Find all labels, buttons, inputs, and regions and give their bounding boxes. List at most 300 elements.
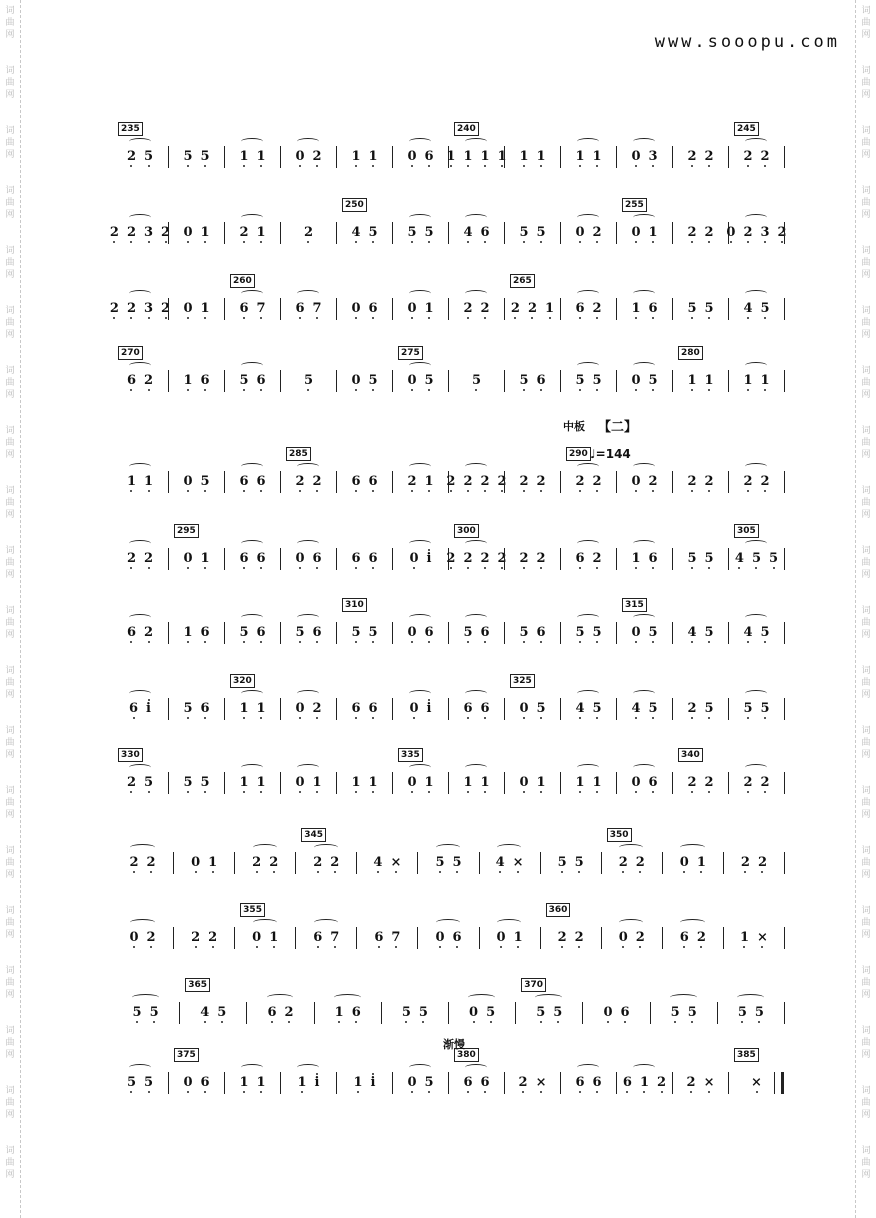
slur [745,290,767,297]
note: 6 [239,301,249,316]
barline [784,370,786,392]
slur [409,463,431,470]
note: 1 [208,855,218,870]
measure [601,927,662,949]
slur [577,1064,599,1071]
note: 0 [295,551,305,566]
measure-number: 275 [398,346,423,360]
measure [448,698,504,720]
watermark-char: 曲 [861,978,871,988]
score-system [112,443,784,503]
barline [784,772,786,794]
slur [409,1064,431,1071]
slur [129,138,151,145]
measure-number: 285 [286,447,311,461]
slur [465,138,487,145]
note: 1 [256,225,266,240]
note: 5 [592,701,602,716]
measure [234,852,295,874]
slur [130,844,154,851]
watermark-char: 词 [861,486,871,496]
note: 1 [368,775,378,790]
note: 1 [334,1005,344,1020]
watermark-char: 词 [5,1086,15,1096]
note: 6 [368,551,378,566]
note: 6 [480,225,490,240]
note: 5 [737,1005,747,1020]
slur [577,764,599,771]
note: 6 [536,625,546,640]
watermark-char: 曲 [5,438,15,448]
note: 5 [435,855,445,870]
note: 2 [144,373,154,388]
note: 5 [418,1005,428,1020]
watermark-char: 词 [5,126,15,136]
measure [168,548,224,570]
note: 3 [144,301,154,316]
measure-number: 250 [342,198,367,212]
slur [633,690,655,697]
note: 6 [351,701,361,716]
note: 1 [743,373,753,388]
barline [784,548,786,570]
note: 2 [312,149,322,164]
note: 2 [743,225,753,240]
measure [336,1072,392,1094]
score-system [112,744,784,804]
slur [633,362,655,369]
note: 1 [297,1075,307,1090]
slur [129,463,151,470]
watermark-char: 网 [5,630,15,640]
slur [465,614,487,621]
measure [504,222,560,244]
note: 1 [760,373,770,388]
slur [129,362,151,369]
note: 6 [295,301,305,316]
measure [728,622,784,644]
note: 4 [495,855,505,870]
watermark-char: 曲 [861,1098,871,1108]
note: i [146,701,151,716]
note: 6 [200,701,210,716]
note: 5 [149,1005,159,1020]
slur [633,540,655,547]
measure [728,298,784,320]
measure-number: 270 [118,346,143,360]
measure [560,298,616,320]
slur [745,214,767,221]
note: 0 [407,1075,417,1090]
measure [728,548,784,570]
measure [672,1072,728,1094]
note: 2 [704,775,714,790]
note: 0 [407,149,417,164]
watermark-char: 曲 [5,558,15,568]
watermark-char: 曲 [5,138,15,148]
measure [560,548,616,570]
measure [392,772,448,794]
note: 1 [256,701,266,716]
watermark-char: 曲 [861,318,871,328]
measure [336,298,392,320]
note: 6 [575,551,585,566]
slur [253,919,277,926]
note: 5 [351,625,361,640]
slur [633,1064,655,1071]
measure [112,927,173,949]
measure [616,146,672,168]
measure [224,622,280,644]
watermark-char: 网 [861,990,871,1000]
note: 0 [183,474,193,489]
measure [112,852,173,874]
note: 0 [183,551,193,566]
measure-number: 340 [678,748,703,762]
note: 6 [424,149,434,164]
note: 5 [536,1005,546,1020]
note: 5 [687,301,697,316]
note: 6 [267,1005,277,1020]
measure [336,471,392,493]
note: 6 [239,551,249,566]
watermark-char: 网 [5,930,15,940]
note: 5 [183,149,193,164]
note: 1 [696,855,706,870]
measure [112,772,168,794]
measure [672,698,728,720]
slur [465,764,487,771]
measure [173,852,234,874]
score-system [112,342,784,402]
measure-number: 385 [734,1048,759,1062]
note: 5 [704,301,714,316]
watermark-char: 曲 [861,558,871,568]
note: 7 [312,301,322,316]
measure [336,222,392,244]
measure-number: 280 [678,346,703,360]
watermark-char: 曲 [861,198,871,208]
measure [448,622,504,644]
measure [173,927,234,949]
note: 2 [126,225,136,240]
note: 2 [777,225,787,240]
measure [560,370,616,392]
watermark-char: 词 [5,966,15,976]
note: 2 [463,301,473,316]
measure [723,927,784,949]
watermark-char: 曲 [861,138,871,148]
note: 2 [312,474,322,489]
slur [619,844,643,851]
measure [179,1002,246,1024]
slur [132,994,159,1001]
section-mark: 【二】 [598,420,638,435]
measure [112,622,168,644]
watermark-char: 词 [5,546,15,556]
slur [737,994,764,1001]
slur [577,290,599,297]
measure [448,1072,504,1094]
watermark-char: 曲 [5,18,15,28]
slur [465,690,487,697]
watermark-char: 曲 [861,78,871,88]
note: 0 [631,149,641,164]
measure [672,370,728,392]
watermark-char: 网 [5,810,15,820]
note: 6 [452,930,462,945]
slur [745,463,767,470]
measure [224,1072,280,1094]
watermark-char: 网 [861,630,871,640]
note: 2 [519,474,529,489]
note: 2 [126,149,136,164]
note: 6 [620,1005,630,1020]
note: × [390,855,402,870]
note: 5 [704,551,714,566]
measure [448,298,504,320]
note: 2 [480,301,490,316]
slur [297,540,319,547]
note: 5 [368,225,378,240]
slur [129,214,151,221]
measure [728,146,784,168]
note: 6 [480,701,490,716]
measure [246,1002,313,1024]
measure [448,772,504,794]
watermark-char: 网 [5,450,15,460]
watermark-char: 曲 [5,258,15,268]
watermark-char: 词 [861,306,871,316]
note: 2 [463,551,473,566]
note: 0 [295,701,305,716]
barline [784,698,786,720]
watermark-char: 曲 [5,1158,15,1168]
note: 5 [424,1075,434,1090]
slur [633,290,655,297]
note: 1 [424,301,434,316]
measure [616,622,672,644]
note: 0 [618,930,628,945]
watermark-char: 词 [861,846,871,856]
barline [784,927,786,949]
note: 6 [463,1075,473,1090]
section-label: 中板 [563,420,585,433]
measure [504,471,560,493]
slur [314,919,338,926]
measure [224,471,280,493]
note: 5 [183,775,193,790]
slur [745,138,767,145]
measure [168,370,224,392]
score-system [112,1044,784,1104]
measure-number: 325 [510,674,535,688]
note: 5 [760,301,770,316]
note: 1 [575,775,585,790]
score-system [109,270,784,330]
note: 5 [239,625,249,640]
watermark-char: 词 [861,6,871,16]
slur [535,994,562,1001]
note: 5 [144,1075,154,1090]
slur [267,994,294,1001]
slur [129,764,151,771]
slur [297,614,319,621]
tempo-marking: ♩=144 [590,447,631,461]
slur [619,919,643,926]
note: 1 [639,1075,650,1090]
note: 1 [256,1075,266,1090]
barline [784,622,786,644]
slur [409,290,431,297]
slur [468,994,495,1001]
measure-number: 320 [230,674,255,688]
watermark-char: 网 [5,270,15,280]
slur [633,463,655,470]
measure [280,698,336,720]
watermark-char: 网 [861,390,871,400]
measure [672,622,728,644]
watermark-char: 词 [5,306,15,316]
watermark-char: 曲 [861,1158,871,1168]
slur [633,138,655,145]
note: 5 [424,373,434,388]
note: 5 [200,149,210,164]
note: 2 [161,301,171,316]
watermark-char: 网 [5,390,15,400]
measure [616,1072,672,1094]
barline [784,852,786,874]
score-system [112,824,784,884]
measure [295,852,356,874]
note: 2 [208,930,218,945]
note: 0 [407,775,417,790]
note: 2 [760,149,770,164]
note: 2 [126,301,136,316]
slur [409,362,431,369]
note: 6 [592,1075,602,1090]
note: 4 [743,625,753,640]
measure [672,548,728,570]
note: × [703,1075,715,1090]
measure [616,548,672,570]
slur [334,994,361,1001]
measure [336,698,392,720]
note: 1 [312,775,322,790]
measure [504,548,560,570]
measure [417,852,478,874]
slur [436,919,460,926]
measure [448,370,504,392]
note: 1 [480,775,490,790]
note: 0 [252,930,262,945]
note: 1 [739,930,750,945]
watermark-char: 词 [861,246,871,256]
note: 5 [463,625,473,640]
measure [112,1072,168,1094]
watermark-char: 词 [5,846,15,856]
note: 5 [754,1005,764,1020]
watermark-char: 网 [861,150,871,160]
note: 2 [536,474,546,489]
note: 5 [368,373,378,388]
note: 5 [743,701,753,716]
note: 6 [313,930,323,945]
measure [560,146,616,168]
note: 5 [760,625,770,640]
note: 2 [446,474,456,489]
slur [633,614,655,621]
note: 0 [469,1005,479,1020]
measure [168,298,224,320]
note: 1 [200,301,210,316]
note: i [314,1075,320,1090]
measure [392,548,448,570]
measure [616,471,672,493]
watermark-char: 曲 [5,318,15,328]
note: 0 [409,701,419,716]
watermark-char: 曲 [861,738,871,748]
measure [280,772,336,794]
note: 2 [687,225,697,240]
watermark-char: 网 [861,450,871,460]
watermark-char: 网 [5,1170,15,1180]
note: 2 [518,1075,528,1090]
measure [728,772,784,794]
note: 2 [657,1075,667,1090]
note: 7 [330,930,340,945]
watermark-char: 词 [5,1146,15,1156]
watermark-char: 曲 [5,198,15,208]
slur [409,138,431,145]
note: 1 [269,930,279,945]
note: 2 [330,855,340,870]
watermark-char: 网 [5,210,15,220]
measure [650,1002,717,1024]
note: 2 [696,930,706,945]
watermark-char: 词 [5,906,15,916]
score-system [112,974,784,1034]
measure-number: 300 [454,524,479,538]
watermark-char: 曲 [5,1038,15,1048]
watermark-char: 网 [861,210,871,220]
note: 6 [368,301,378,316]
measure [560,772,616,794]
measure [672,146,728,168]
note: 2 [126,551,136,566]
measure-number: 330 [118,748,143,762]
note: 2 [144,625,154,640]
slur [129,1064,151,1071]
measure-number: 265 [510,274,535,288]
measure [356,927,417,949]
watermark-char: 网 [861,270,871,280]
measure [112,548,168,570]
note: 0 [407,625,417,640]
note: 4 [463,225,473,240]
measure-number: 355 [240,903,265,917]
note: 1 [575,149,585,164]
measure [662,852,723,874]
note: 5 [486,1005,496,1020]
note: 2 [557,930,567,945]
watermark-char: 词 [861,906,871,916]
note: 5 [519,225,529,240]
note: 2 [284,1005,294,1020]
watermark-char: 词 [861,546,871,556]
note: 5 [200,775,210,790]
watermark-char: 词 [5,666,15,676]
